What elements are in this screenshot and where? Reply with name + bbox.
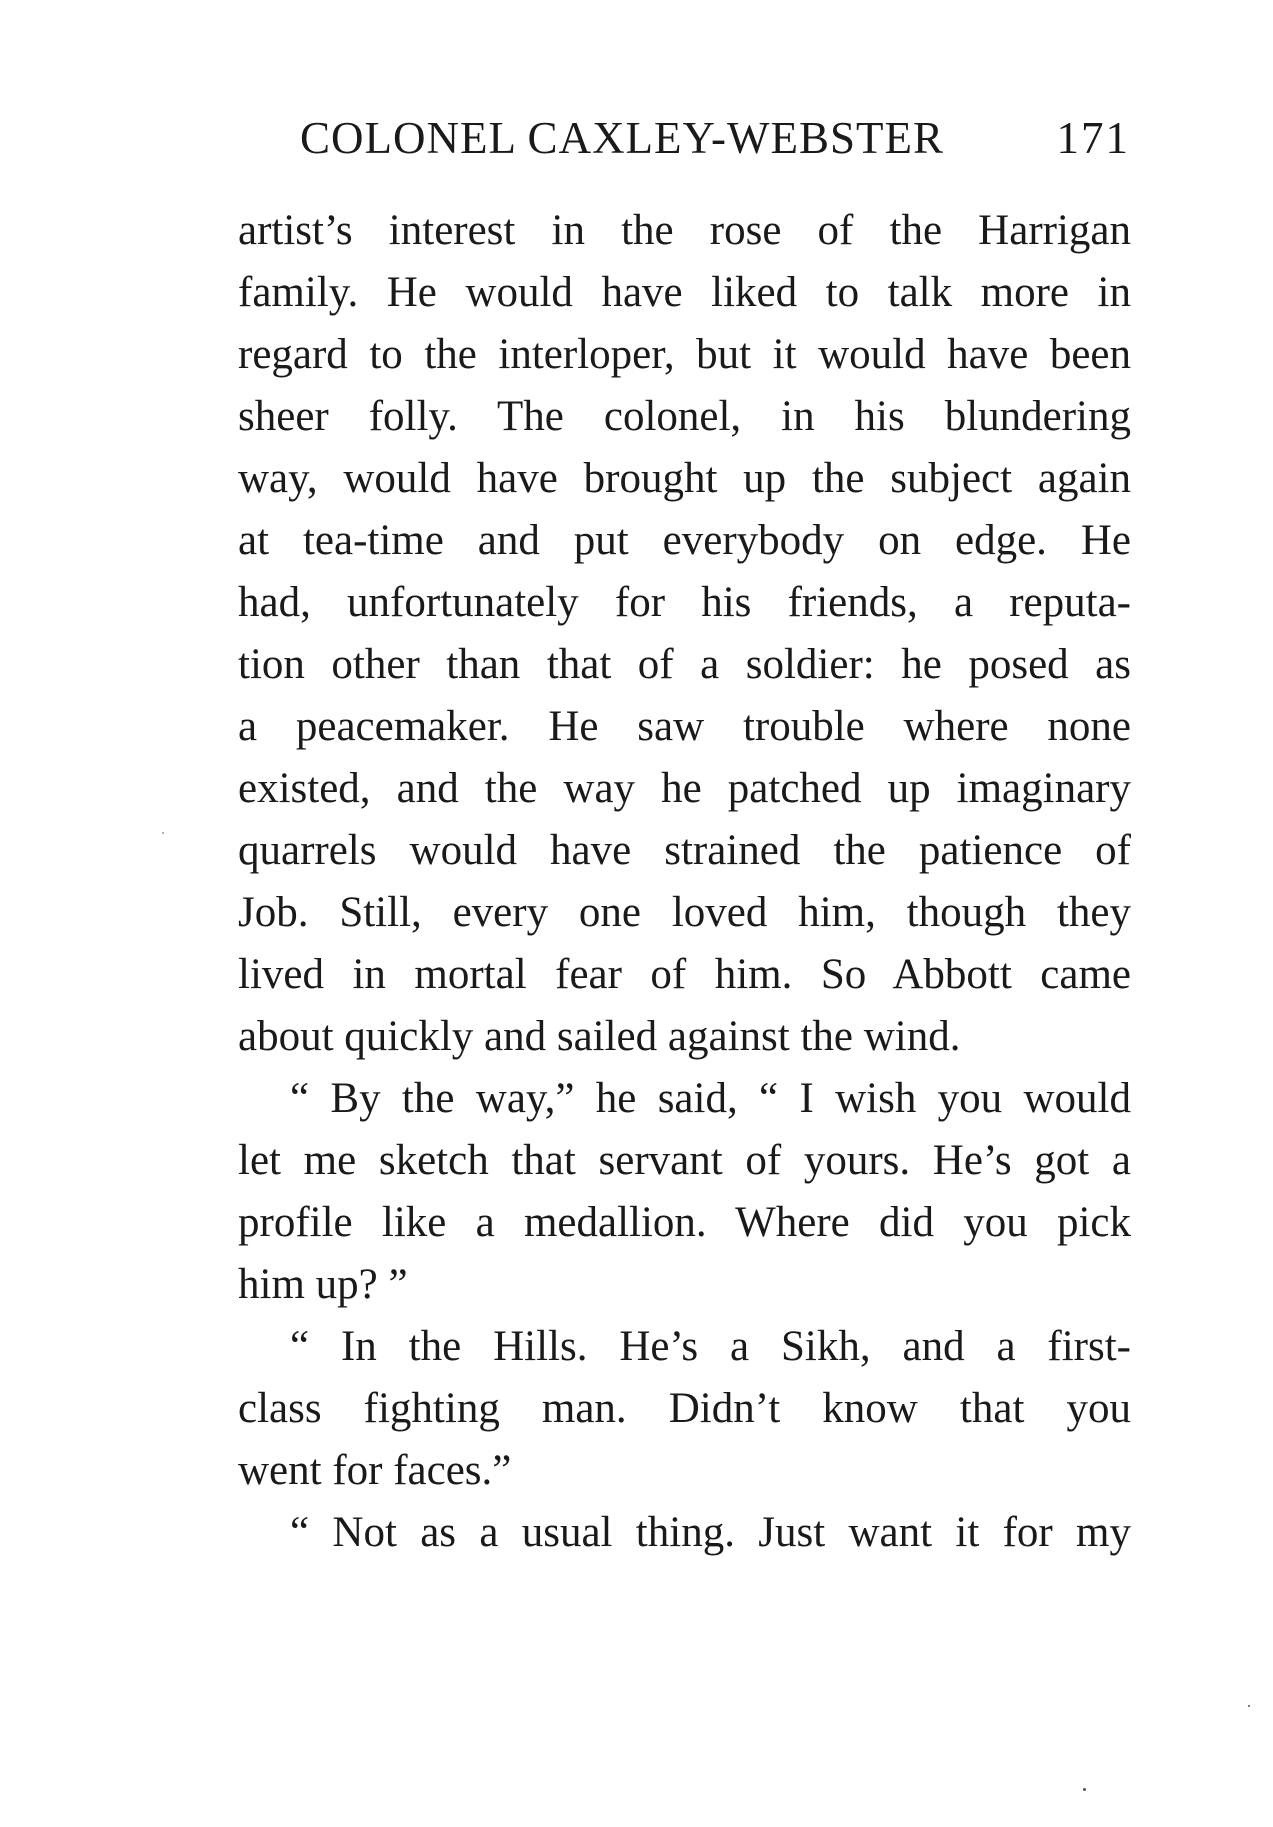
text-line: way, would have brought up the subject again [238, 455, 1131, 502]
text-line: at tea-time and put everybody on edge. He [238, 517, 1131, 564]
text-line: about quickly and sailed against the wind. [238, 1013, 961, 1060]
body-text [238, 200, 1131, 1564]
paper-speck [1248, 1705, 1250, 1707]
text-line: lived in mortal fear of him. So Abbott came [238, 951, 1131, 998]
paper-speck [1083, 1788, 1086, 1791]
text-line: a peacemaker. He saw trouble where none [238, 703, 1131, 750]
chapter-title: COLONEL CAXLEY-WEBSTER [300, 113, 945, 163]
text-line: quarrels would have strained the patience of [238, 827, 1131, 874]
text-line: tion other than that of a soldier: he posed as [238, 641, 1131, 688]
text-line: existed, and the way he patched up imaginary [238, 765, 1131, 812]
text-line: “ Not as a usual thing. Just want it for my [290, 1509, 1131, 1556]
text-line: family. He would have liked to talk more in [238, 269, 1131, 316]
text-line: profile like a medallion. Where did you pick [238, 1199, 1131, 1246]
text-line: class fighting man. Didn’t know that you [238, 1385, 1131, 1432]
text-line: went for faces.” [238, 1447, 512, 1494]
text-line: Job. Still, every one loved him, though they [238, 889, 1131, 936]
running-head [300, 112, 1130, 172]
page-number: 171 [1056, 113, 1130, 163]
paper-speck [162, 832, 164, 834]
text-line: “ In the Hills. He’s a Sikh, and a first- [290, 1323, 1131, 1370]
text-line: him up? ” [238, 1261, 408, 1308]
text-line: artist’s interest in the rose of the Harrigan [238, 207, 1131, 254]
text-line: “ By the way,” he said, “ I wish you would [290, 1075, 1131, 1122]
text-line: regard to the interloper, but it would have been [238, 331, 1131, 378]
text-line: sheer folly. The colonel, in his blundering [238, 393, 1131, 440]
text-line: let me sketch that servant of yours. He’s got a [238, 1137, 1131, 1184]
text-line: had, unfortunately for his friends, a reputa- [238, 579, 1131, 626]
